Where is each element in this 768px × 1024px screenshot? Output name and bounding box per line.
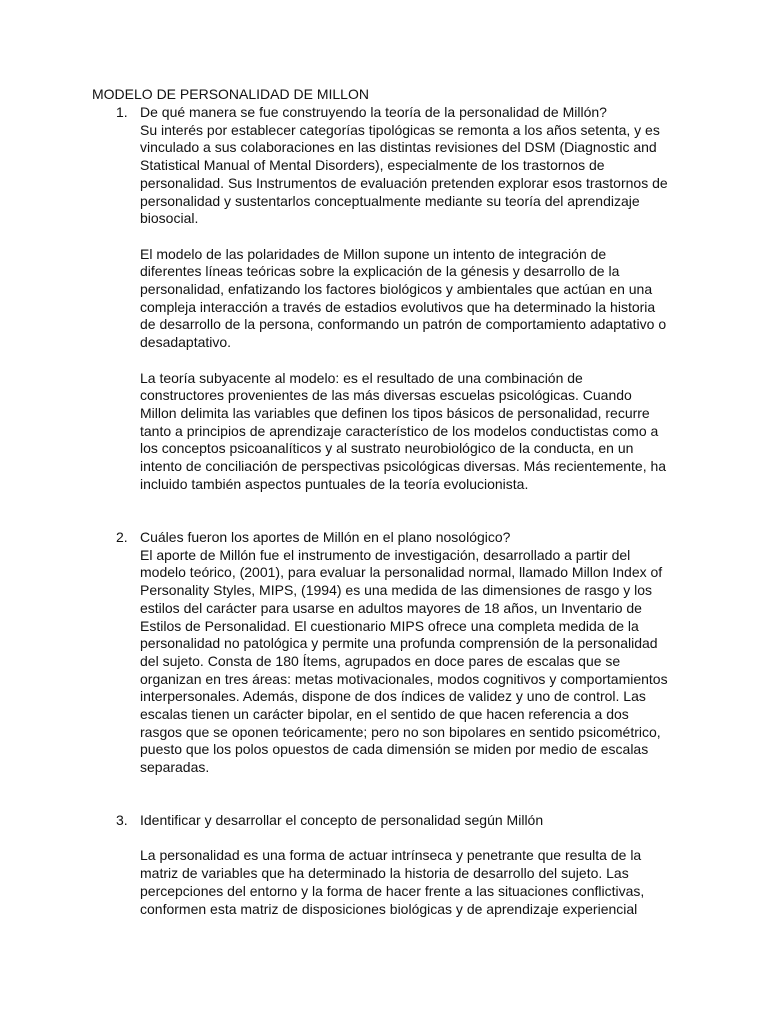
question-1-paragraph-1: Su interés por establecer categorías tipológicas se remonta a los años setenta, y es vinculado a sus colaboraciones en las distintas revisiones del DSM (Diagnostic and Statistical Manual of Mental Disorders), especialmente de los trastornos de personalidad. Sus Instrumentos de evaluación pretenden explorar esos trastornos de personalidad y sustentarlos conceptualmente mediante su teoría del aprendizaje biosocial. — [140, 121, 668, 227]
question-3-paragraph-1: La personalidad es una forma de actuar intrínseca y penetrante que resulta de la matriz de variables que ha determinado la historia de desarrollo del sujeto. Las percepciones del entorno y la forma de hacer frente a las situaciones conflictivas, conformen esta matriz de disposiciones biológicas y de aprendizaje experiencial — [140, 847, 645, 917]
question-3-text: Identificar y desarrollar el concepto de personalidad según Millón — [140, 812, 544, 828]
question-1-paragraph-2: El modelo de las polaridades de Millon supone un intento de integración de diferentes líneas teóricas sobre la explicación de la génesis y desarrollo de la personalidad, enfatizando los factores biológicos y ambientales que actúan en una compleja interacción a través de estadios evolutivos que ha determinado la historia de desarrollo de la persona, conformando un patrón de comportamiento adaptativo o desadaptativo. — [140, 245, 667, 351]
question-3-number: 3. — [116, 812, 128, 828]
question-2-number: 2. — [116, 529, 128, 545]
question-1-text: De qué manera se fue construyendo la teoría de la personalidad de Millón? — [140, 104, 607, 120]
question-3-section — [92, 812, 682, 918]
document-title: MODELO DE PERSONALIDAD DE MILLON — [92, 86, 369, 102]
question-1-number: 1. — [116, 104, 128, 120]
question-2-paragraph-1: El aporte de Millón fue el instrumento de investigación, desarrollado a partir del modelo teórico, (2001), para evaluar la personalidad normal, llamado Millon Index of Personality Styles, MIPS, (1994) es una medida de las dimensiones de rasgo y los estilos del carácter para usarse en adultos mayores de 18 años, un Inventario de Estilos de Personalidad. El cuestionario MIPS ofrece una completa medida de la personalidad no patológica y permite una profunda comprensión de la personalidad del sujeto. Consta de 180 Ítems, agrupados en doce pares de escalas que se organizan en tres áreas: metas motivacionales, modos cognitivos y comportamientos interpersonales. Además, dispone de dos índices de validez y uno de control. Las escalas tienen un carácter bipolar, en el sentido de que hacen referencia a dos rasgos que se oponen teóricamente; pero no son bipolares en sentido psicométrico, puesto que los polos opuestos de cada dimensión se miden por medio de escalas separadas. — [140, 546, 668, 776]
question-1-paragraph-3: La teoría subyacente al modelo: es el resultado de una combinación de constructores provenientes de las más diversas escuelas psicológicas. Cuando Millon delimita las variables que definen los tipos básicos de personalidad, recurre tanto a principios de aprendizaje característico de los modelos conductistas como a los conceptos psicoanalíticos y al sustrato neurobiológico de la conducta, en un intento de conciliación de perspectivas psicológicas diversas. Más recientemente, ha incluido también aspectos puntuales de la teoría evolucionista. — [140, 369, 667, 492]
question-2-text: Cuáles fueron los aportes de Millón en el plano nosológico? — [140, 529, 511, 545]
question-1-section — [92, 104, 682, 493]
question-2-section — [92, 529, 682, 777]
